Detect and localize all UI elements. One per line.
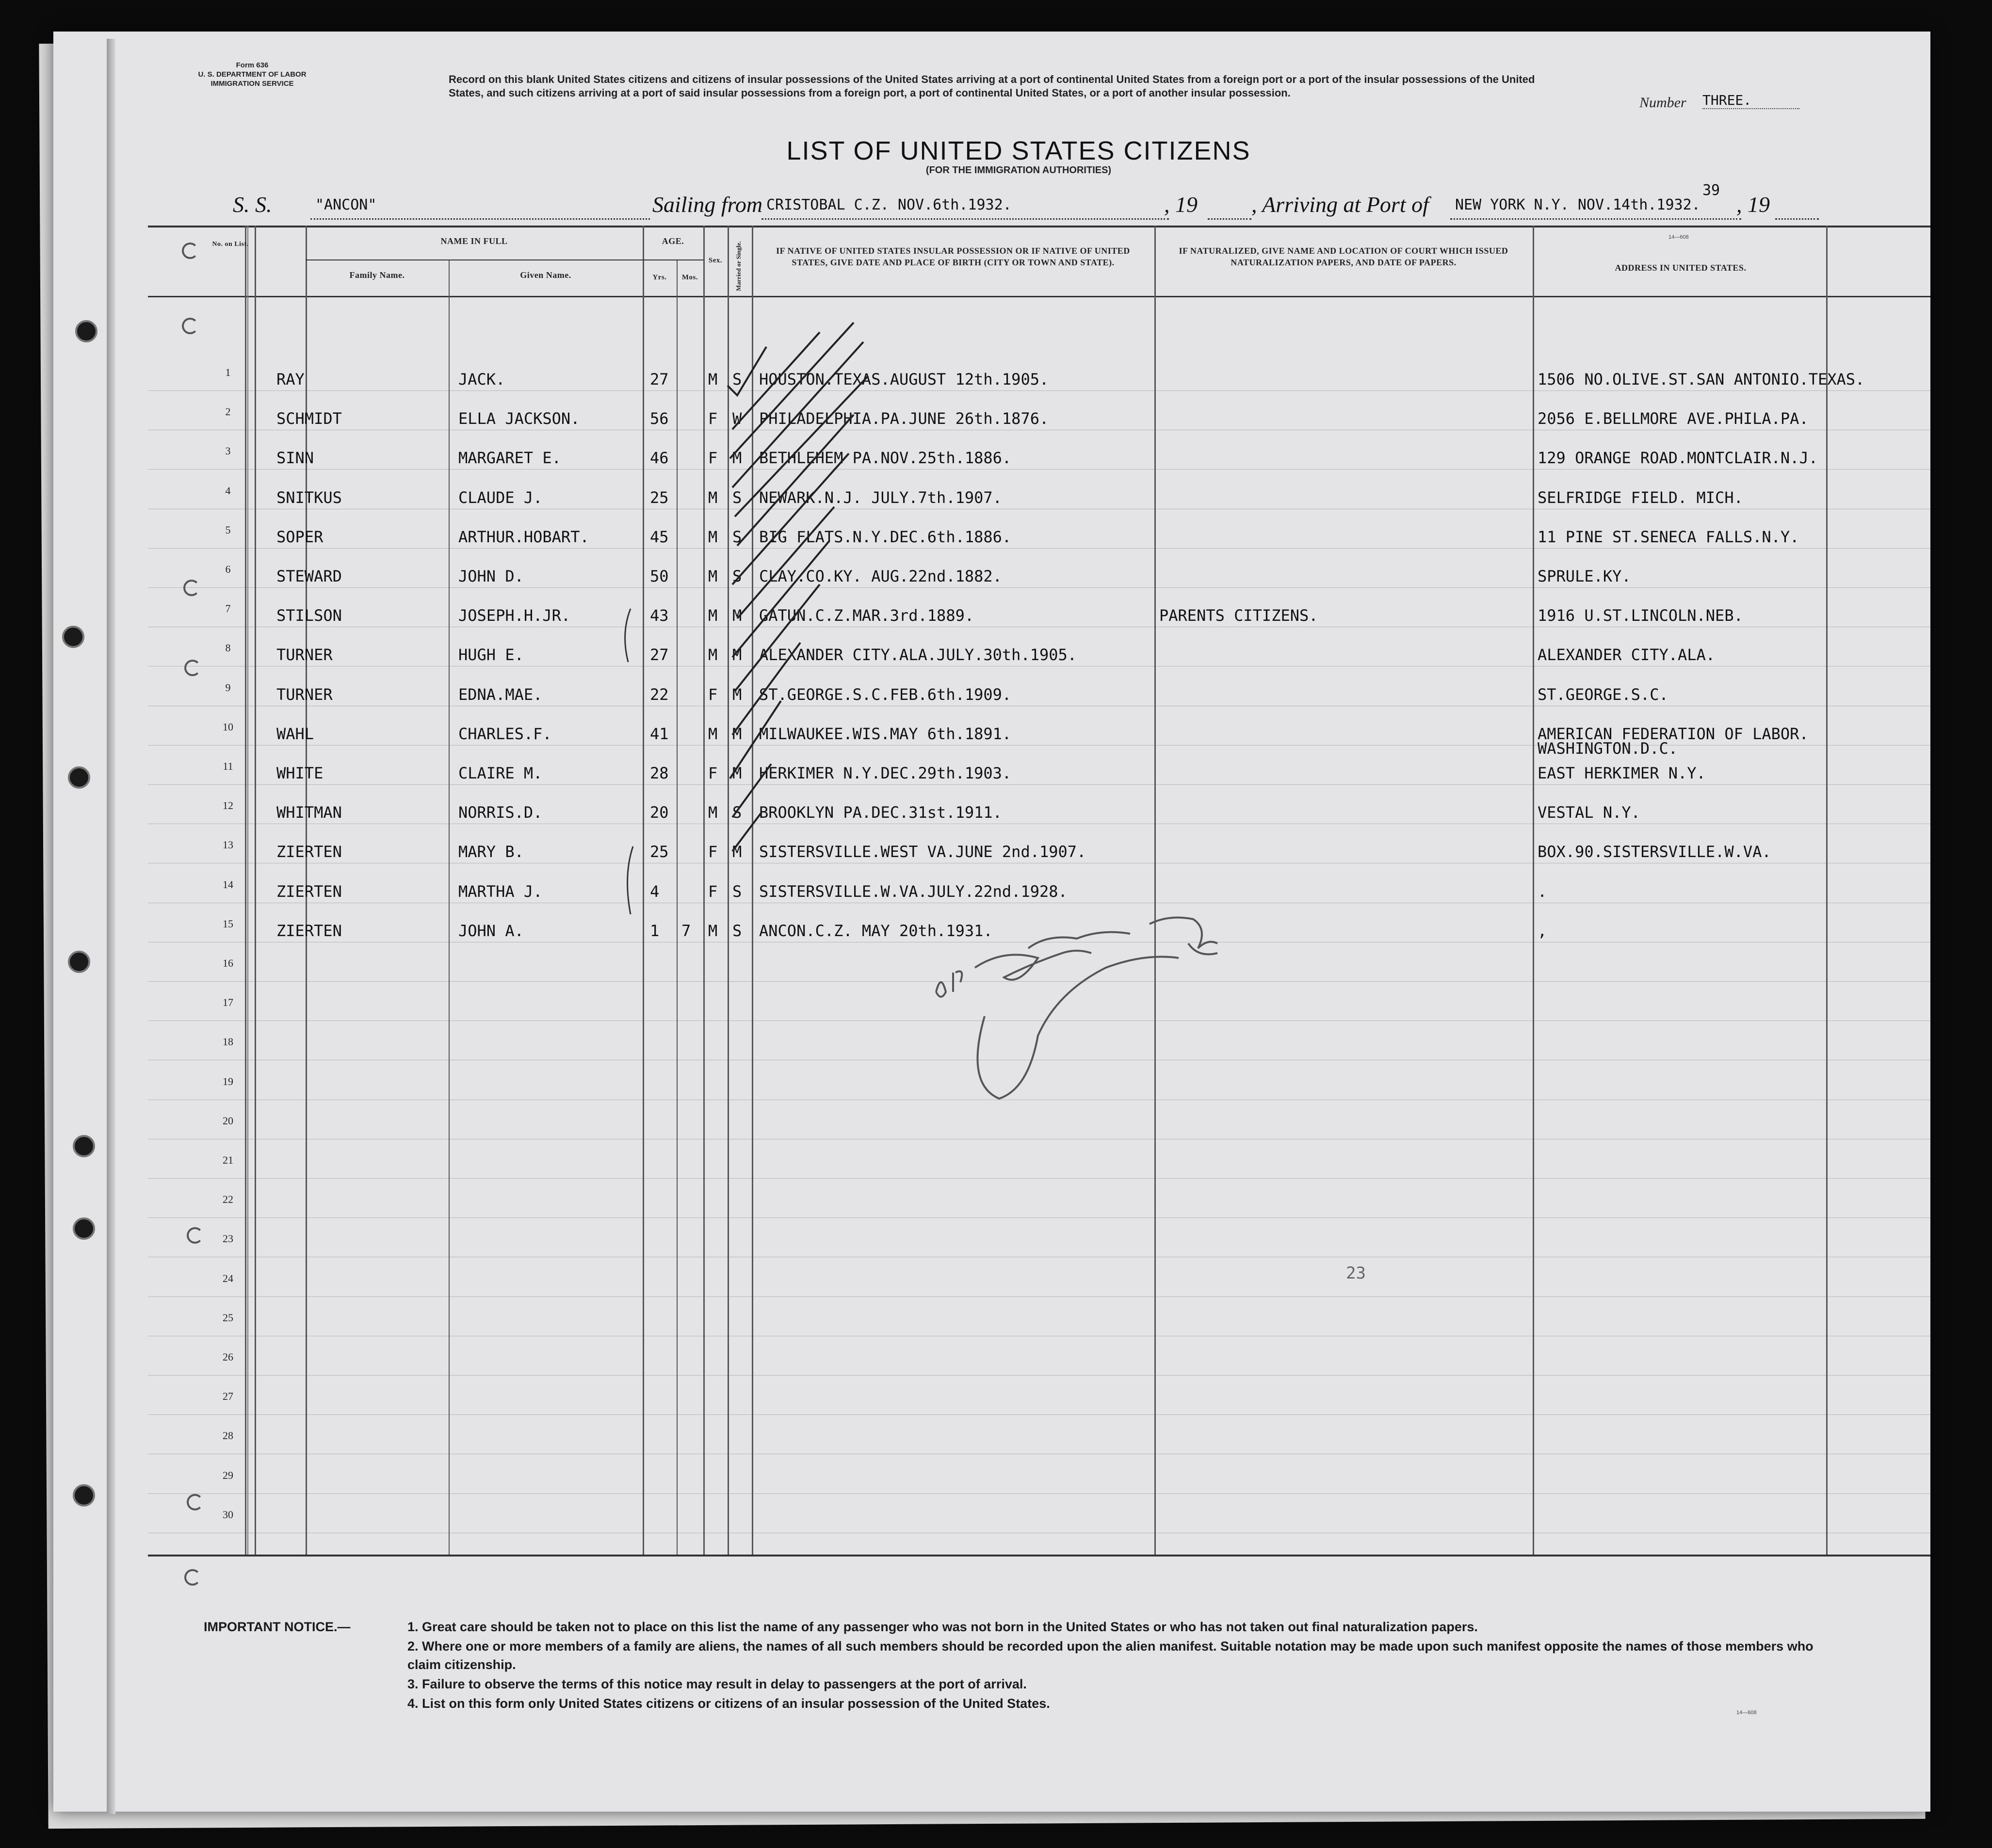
- ring-mark: [182, 243, 198, 259]
- cell-sex: F: [708, 764, 718, 782]
- col-line: [449, 259, 450, 1555]
- header-naturalized: IF NATURALIZED, GIVE NAME AND LOCATION OF COURT WHICH ISSUED NATURALIZATION PAPERS, AND DATE OF PAPERS.: [1179, 246, 1508, 267]
- cell-given: ELLA JACKSON.: [458, 409, 580, 428]
- cell-yrs: 43: [650, 606, 669, 625]
- punch-hole: [75, 320, 97, 342]
- row-number: 4: [225, 484, 231, 497]
- cell-family: RAY: [276, 370, 305, 389]
- col-line: [677, 259, 678, 1555]
- cell-birth: BIG FLATS.N.Y.DEC.6th.1886.: [759, 527, 1012, 546]
- cell-birth: NEWARK.N.J. JULY.7th.1907.: [759, 488, 1002, 507]
- ring-mark: [187, 1494, 203, 1510]
- cell-ms: S: [732, 882, 742, 901]
- cell-family: WAHL: [276, 724, 314, 743]
- cell-addr: ,: [1538, 921, 1547, 940]
- cell-sex: F: [708, 449, 718, 468]
- ring-mark: [187, 1227, 203, 1244]
- notice-item-2: 2. Where one or more members of a family are aliens, the names of all such members should be recorded upon the alien manifest. Suitable notation may be made upon such manifest opposite the names of those members who claim citizenship.: [407, 1639, 1814, 1672]
- cell-addr: ALEXANDER CITY.ALA.: [1538, 646, 1716, 665]
- cell-birth: HOUSTON.TEXAS.AUGUST 12th.1905.: [759, 370, 1049, 389]
- cell-given: MARY B.: [458, 843, 524, 861]
- cell-yrs: 25: [650, 488, 669, 507]
- punch-hole: [68, 951, 90, 973]
- ring-mark: [184, 660, 201, 676]
- cell-given: CLAIRE M.: [458, 764, 543, 782]
- row-number: 18: [223, 1036, 233, 1048]
- header-bottom-rule: [148, 296, 1930, 297]
- row-number: 1: [225, 366, 231, 378]
- cell-family: SOPER: [276, 527, 324, 546]
- row-number: 17: [223, 996, 233, 1009]
- row-rule: [148, 469, 1930, 470]
- row-number: 6: [225, 563, 231, 575]
- cell-yrs: 1: [650, 921, 660, 940]
- cell-family: TURNER: [276, 685, 333, 704]
- header-age: AGE.: [662, 236, 684, 246]
- notice-item-3: 3. Failure to observe the terms of this notice may result in delay to passengers at the port of arrival.: [407, 1677, 1027, 1691]
- header-mos: Mos.: [681, 274, 698, 281]
- cell-ms: M: [732, 606, 742, 625]
- col-line: [1154, 226, 1156, 1555]
- row-number: 9: [225, 681, 231, 694]
- row-number: 27: [223, 1390, 233, 1403]
- row-number: 16: [223, 957, 233, 969]
- header-family-name: Family Name.: [349, 270, 405, 280]
- row-number: 7: [225, 602, 231, 615]
- cell-given: CLAUDE J.: [458, 488, 543, 507]
- manifest-sheet: [53, 32, 1930, 1812]
- punch-hole: [73, 1217, 95, 1240]
- col-line: [703, 226, 705, 1555]
- instructions-text: Record on this blank United States citizens and citizens of insular possessions of the United States arriving at a port of continental United States from a foreign port or a port of the insular possessions of the United States, and such citizens arriving at a port of said insular possessions from a foreign port, a port of continental United States, or a port of another insular possession.: [449, 73, 1535, 99]
- row-rule: [148, 1375, 1930, 1376]
- punch-hole: [73, 1135, 95, 1157]
- cell-addr: 1506 NO.OLIVE.ST.SAN ANTONIO.TEXAS.: [1538, 370, 1865, 389]
- year-label-1: , 19: [1164, 192, 1198, 217]
- cell-given: EDNA.MAE.: [458, 685, 543, 704]
- cell-yrs: 27: [650, 370, 669, 389]
- cell-given: MARTHA J.: [458, 882, 543, 901]
- cell-sex: M: [708, 921, 718, 940]
- cell-yrs: 41: [650, 724, 669, 743]
- row-rule: [148, 1414, 1930, 1415]
- header-no: No. on List.: [212, 241, 249, 248]
- cell-sex: F: [708, 843, 718, 861]
- cell-birth: SISTERSVILLE.W.VA.JULY.22nd.1928.: [759, 882, 1068, 901]
- cell-addr: 11 PINE ST.SENECA FALLS.N.Y.: [1538, 527, 1799, 546]
- row-rule: [148, 1217, 1930, 1218]
- row-rule: [148, 784, 1930, 785]
- cell-family: SCHMIDT: [276, 409, 342, 428]
- cell-birth: BETHLEHEM PA.NOV.25th.1886.: [759, 449, 1012, 468]
- row-number: 2: [225, 405, 231, 418]
- cell-sex: M: [708, 527, 718, 546]
- cell-sex: F: [708, 685, 718, 704]
- cell-addr: 1916 U.ST.LINCOLN.NEB.: [1538, 606, 1743, 625]
- row-rule: [148, 548, 1930, 549]
- punch-hole: [73, 1484, 95, 1507]
- row-number: 29: [223, 1469, 233, 1481]
- cell-yrs: 50: [650, 567, 669, 585]
- row-rule: [148, 587, 1930, 588]
- cell-ms: S: [732, 370, 742, 389]
- cell-addr: .: [1538, 882, 1547, 901]
- cell-ms: M: [732, 646, 742, 665]
- ship-name: "ANCON": [315, 196, 377, 213]
- cell-ms: S: [732, 567, 742, 585]
- cell-family: WHITE: [276, 764, 324, 782]
- cell-birth: PHILADELPHIA.PA.JUNE 26th.1876.: [759, 409, 1049, 428]
- table-top-rule: [148, 226, 1930, 227]
- cell-yrs: 28: [650, 764, 669, 782]
- arriving-label: , Arriving at Port of: [1251, 192, 1429, 217]
- cell-family: SINN: [276, 449, 314, 468]
- cell-family: TURNER: [276, 646, 333, 665]
- row-number: 10: [223, 720, 233, 733]
- cell-yrs: 45: [650, 527, 669, 546]
- cell-ms: M: [732, 685, 742, 704]
- punch-hole: [68, 766, 90, 789]
- cell-sex: M: [708, 606, 718, 625]
- col-line: [643, 226, 644, 1555]
- cell-given: NORRIS.D.: [458, 803, 543, 822]
- cell-ms: S: [732, 803, 742, 822]
- cell-birth: MILWAUKEE.WIS.MAY 6th.1891.: [759, 724, 1012, 743]
- col-line: [247, 226, 248, 1555]
- row-rule: [148, 390, 1930, 391]
- col-line: [1533, 226, 1534, 1555]
- cell-addr: VESTAL N.Y.: [1538, 803, 1640, 822]
- cell-birth: ANCON.C.Z. MAY 20th.1931.: [759, 921, 993, 940]
- cell-given: JOSEPH.H.JR.: [458, 606, 571, 625]
- header-given-name: Given Name.: [520, 270, 571, 280]
- cell-addr: 129 ORANGE ROAD.MONTCLAIR.N.J.: [1538, 449, 1818, 468]
- sailing-label: Sailing from: [652, 192, 763, 217]
- cell-family: STILSON: [276, 606, 342, 625]
- row-number: 23: [223, 1232, 233, 1245]
- cell-ms: S: [732, 527, 742, 546]
- row-number: 21: [223, 1154, 233, 1166]
- cell-addr: SELFRIDGE FIELD. MICH.: [1538, 488, 1743, 507]
- header-yrs: Yrs.: [652, 274, 667, 281]
- header-address: ADDRESS IN UNITED STATES.: [1615, 263, 1747, 273]
- cell-mos: 7: [681, 921, 691, 940]
- cell-ms: M: [732, 764, 742, 782]
- ship-prefix: S. S.: [233, 192, 272, 217]
- notice-item-4: 4. List on this form only United States citizens or citizens of an insular possession of the United States.: [407, 1696, 1050, 1711]
- row-number: 26: [223, 1351, 233, 1363]
- col-line: [1826, 226, 1828, 1555]
- cell-sex: F: [708, 409, 718, 428]
- cell-addr: EAST HERKIMER N.Y.: [1538, 764, 1706, 782]
- number-value: THREE.: [1702, 92, 1799, 109]
- cell-family: SNITKUS: [276, 488, 342, 507]
- cell-given: CHARLES.F.: [458, 724, 552, 743]
- cell-ms: M: [732, 724, 742, 743]
- row-number: 3: [225, 445, 231, 457]
- cell-sex: M: [708, 488, 718, 507]
- cell-addr: AMERICAN FEDERATION OF LABOR.: [1538, 724, 1809, 743]
- header-sex: Sex.: [708, 257, 723, 264]
- sailing-value: CRISTOBAL C.Z. NOV.6th.1932.: [766, 196, 1012, 213]
- binding-edge: [107, 39, 115, 1814]
- cell-yrs: 4: [650, 882, 660, 901]
- cell-sex: M: [708, 803, 718, 822]
- cell-family: ZIERTEN: [276, 921, 342, 940]
- handwritten-signature: [917, 905, 1266, 1137]
- number-label: Number: [1639, 95, 1686, 111]
- cell-yrs: 46: [650, 449, 669, 468]
- cell-ms: S: [732, 488, 742, 507]
- col-line: [255, 226, 256, 1555]
- year-suffix: 39: [1702, 182, 1720, 199]
- cell-given: ARTHUR.HOBART.: [458, 527, 589, 546]
- cell-yrs: 22: [650, 685, 669, 704]
- cell-addr: BOX.90.SISTERSVILLE.W.VA.: [1538, 843, 1771, 861]
- row-number: 24: [223, 1272, 233, 1284]
- cell-ms: M: [732, 449, 742, 468]
- row-number: 5: [225, 523, 231, 536]
- cell-yrs: 20: [650, 803, 669, 822]
- cell-addr: 2056 E.BELLMORE AVE.PHILA.PA.: [1538, 409, 1809, 428]
- cell-sex: M: [708, 724, 718, 743]
- cell-family: ZIERTEN: [276, 882, 342, 901]
- ring-mark: [183, 580, 200, 596]
- cell-birth: SISTERSVILLE.WEST VA.JUNE 2nd.1907.: [759, 843, 1086, 861]
- print-code-bottom: 14—608: [1736, 1710, 1757, 1716]
- cell-birth: BROOKLYN PA.DEC.31st.1911.: [759, 803, 1002, 822]
- page-subtitle: (FOR THE IMMIGRATION AUTHORITIES): [925, 165, 1112, 176]
- cell-ms: M: [732, 843, 742, 861]
- row-number: 12: [223, 799, 233, 812]
- cell-birth: ST.GEORGE.S.C.FEB.6th.1909.: [759, 685, 1012, 704]
- cell-ms: W: [732, 409, 742, 428]
- check-marks: [723, 303, 907, 943]
- cell-given: HUGH E.: [458, 646, 524, 665]
- header-name-in-full: NAME IN FULL: [440, 236, 508, 246]
- cell-yrs: 25: [650, 843, 669, 861]
- cell-sex: M: [708, 646, 718, 665]
- cell-birth: CLAY.CO.KY. AUG.22nd.1882.: [759, 567, 1002, 585]
- cell-yrs: 27: [650, 646, 669, 665]
- cell-given: JOHN D.: [458, 567, 524, 585]
- row-number: 25: [223, 1311, 233, 1324]
- ring-mark: [182, 318, 198, 334]
- cell-given: JACK.: [458, 370, 505, 389]
- cell-family: STEWARD: [276, 567, 342, 585]
- family-bracket-marks: [616, 604, 640, 943]
- cell-addr-line2: WASHINGTON.D.C.: [1538, 739, 1678, 758]
- cell-family: ZIERTEN: [276, 843, 342, 861]
- row-number: 11: [223, 760, 233, 772]
- cell-given: MARGARET E.: [458, 449, 561, 468]
- row-number: 8: [225, 642, 231, 654]
- cell-nat: PARENTS CITIZENS.: [1159, 606, 1318, 625]
- col-line: [245, 226, 246, 1555]
- stray-mark: 23: [1346, 1264, 1366, 1283]
- cell-birth: GATUN.C.Z.MAR.3rd.1889.: [759, 606, 974, 625]
- cell-sex: M: [708, 370, 718, 389]
- header-birth: IF NATIVE OF UNITED STATES INSULAR POSSESSION OR IF NATIVE OF UNITED STATES, GIVE DATE AND PLACE OF BIRTH (CITY OR TOWN AND STATE).: [776, 246, 1130, 267]
- punch-hole: [62, 626, 84, 648]
- cell-given: JOHN A.: [458, 921, 524, 940]
- arriving-value: NEW YORK N.Y. NOV.14th.1932.: [1455, 196, 1700, 213]
- notice-item-1: 1. Great care should be taken not to place on this list the name of any passenger who was not born in the United States or who has not taken out final naturalization papers.: [407, 1620, 1478, 1634]
- cell-ms: S: [732, 921, 742, 940]
- year-label-2: , 19: [1736, 192, 1770, 217]
- print-code-top: 14—608: [1668, 234, 1689, 240]
- cell-addr: ST.GEORGE.S.C.: [1538, 685, 1668, 704]
- header-married-single: Married or Single.: [735, 241, 742, 291]
- notice-label: IMPORTANT NOTICE.—: [204, 1620, 351, 1634]
- row-rule: [148, 1493, 1930, 1494]
- row-number: 22: [223, 1193, 233, 1206]
- ring-mark: [184, 1569, 201, 1586]
- row-number: 15: [223, 917, 233, 930]
- cell-birth: ALEXANDER CITY.ALA.JULY.30th.1905.: [759, 646, 1077, 665]
- page-title: LIST OF UNITED STATES CITIZENS: [786, 136, 1251, 165]
- form-identifier: Form 636 U. S. DEPARTMENT OF LABOR IMMIGRATION SERVICE: [198, 61, 307, 88]
- cell-yrs: 56: [650, 409, 669, 428]
- cell-sex: F: [708, 882, 718, 901]
- row-rule: [148, 1178, 1930, 1179]
- row-number: 13: [223, 839, 233, 851]
- row-number: 14: [223, 878, 233, 891]
- row-number: 30: [223, 1508, 233, 1521]
- cell-sex: M: [708, 567, 718, 585]
- row-number: 28: [223, 1429, 233, 1442]
- row-number: 19: [223, 1075, 233, 1087]
- table-bottom-rule: [148, 1555, 1930, 1556]
- cell-addr: SPRULE.KY.: [1538, 567, 1631, 585]
- cell-birth: HERKIMER N.Y.DEC.29th.1903.: [759, 764, 1012, 782]
- cell-family: WHITMAN: [276, 803, 342, 822]
- row-number: 20: [223, 1114, 233, 1127]
